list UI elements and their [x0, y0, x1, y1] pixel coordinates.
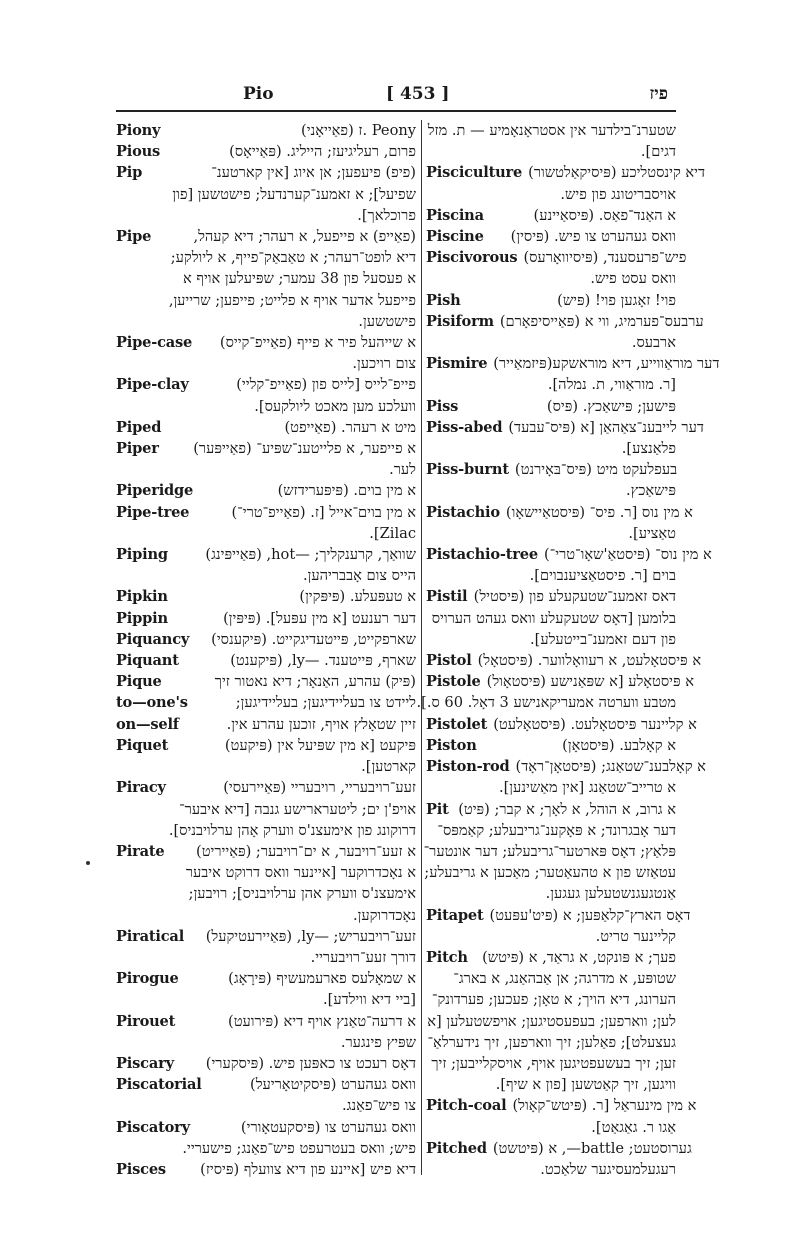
- header-rule: [116, 110, 676, 112]
- dictionary-entry: [116, 438, 416, 459]
- entry-definition: ערבעס־פערמיג, ווי א (פּאַייסיפאָרם): [499, 312, 704, 330]
- entry-headword: Pirogue: [116, 970, 179, 988]
- entry-headword: Pistole: [426, 673, 481, 691]
- definition-continuation: פּישאַכץ.: [626, 482, 676, 500]
- definition-continuation: דיא לופט־רעהר; א טאַבאַק־פייף, א ליולקע;: [170, 249, 416, 267]
- dictionary-entry: [426, 544, 712, 565]
- dictionary-entry: [426, 714, 697, 735]
- dictionary-entry: [426, 735, 676, 756]
- entry-definition: א מין נוס [ר. פיס־ (פּיסטאַיישאָו): [505, 503, 693, 521]
- definition-continuation: רעגעלמעסיגער שלאַכט.: [540, 1160, 676, 1178]
- dictionary-entry: [426, 205, 676, 226]
- definition-continuation: פישטשען.: [358, 312, 416, 330]
- definition-continuation: עטאַזש פון א טהעאַטער; מאַכען א גריבעלע;: [424, 864, 676, 882]
- definition-continuation: שטופּע, א מדרגה; אן אַבהאַנג, א בארג־: [453, 970, 676, 988]
- dictionary-entry: [116, 735, 416, 756]
- definition-continuation: לען; ווארפען; בעפעסטיגען; אויפשטעלען [א: [427, 1012, 676, 1030]
- entry-headword: Pipe: [116, 228, 152, 246]
- definition-continuation: א נאָכדרוקער [איינער וואס דרוקט איבער: [185, 864, 416, 882]
- dictionary-entry: [426, 905, 691, 926]
- definition-continuation: געצעלט]; פאַלען; זיך ווארפען, זיך נידערלאַ־: [427, 1033, 676, 1051]
- entry-headword: Piscine: [426, 228, 484, 246]
- entry-headword: Piquet: [116, 736, 169, 754]
- entry-definition: וואס געהערט צו (פּיסקעטאָורי): [240, 1118, 416, 1136]
- dictionary-entry: [426, 226, 676, 247]
- entry-definition: מיט א רעהר. (פאַייפט): [284, 418, 416, 436]
- entry-definition: Peony .ז (פאַייאָני): [301, 122, 416, 139]
- header-left-guide-word: Pio: [243, 84, 274, 104]
- dictionary-entry: [426, 756, 706, 777]
- entry-headword: Piss-burnt: [426, 461, 509, 479]
- definition-continuation: [ביי דיא ווילדע].: [323, 991, 416, 1009]
- definition-continuation: אויסבריטונג פון פיש.: [560, 185, 676, 203]
- dictionary-entry: [116, 714, 416, 735]
- entry-headword: Pious: [116, 143, 161, 161]
- definition-continuation: פרוכלאך].: [357, 206, 416, 224]
- dictionary-entry: [116, 968, 416, 989]
- entry-headword: Piston-rod: [426, 758, 510, 776]
- dictionary-entry: [426, 650, 702, 671]
- definition-continuation: וועלכע מען מאכט ליולקעס].: [254, 397, 416, 415]
- entry-definition: דאָס הארץ־קלאַפּען; א (פּיט'עפּעט): [489, 906, 691, 924]
- entry-definition: דער לייבענ־צאַהאַן [א (פּיס־עבעד): [508, 418, 704, 436]
- entry-headword: to—one's: [116, 694, 188, 712]
- entry-definition: זיין שטאָלץ אויף, זוכען עהרע אין.: [226, 715, 416, 733]
- entry-definition: דאס זאמענ־שטעקעלע פון (פּיסטיל): [473, 588, 676, 606]
- entry-definition: (פּיק) עהרע, האַנאָר; דיא נאטור זיך: [214, 673, 416, 691]
- definition-continuation: קארטען].: [361, 758, 416, 776]
- definition-continuation: אַגו ר. גאַגאַט].: [591, 1118, 676, 1136]
- entry-headword: Piped: [116, 418, 162, 436]
- entry-headword: Pipkin: [116, 588, 168, 606]
- entry-headword: Pisiform: [426, 312, 494, 330]
- dictionary-entry: [116, 777, 416, 798]
- definition-continuation: פּלאַץ; דאָס פּארטער־גריבעלע; דער אונטער־: [423, 842, 676, 860]
- definition-continuation: הייס צום אָבבריהען.: [303, 567, 416, 585]
- dictionary-entry: [116, 141, 416, 162]
- definition-continuation: דרוקונג פון אימעצנ'ס ווערק אָהן ערלויבניס].: [168, 821, 416, 839]
- definition-continuation: בוים [ר. פיסטאַציענבוים].: [529, 567, 676, 585]
- entry-headword: Piss-abed: [426, 418, 503, 436]
- entry-headword: Pish: [426, 291, 461, 309]
- left-column: [116, 120, 416, 1180]
- entry-headword: Pistol: [426, 652, 472, 670]
- definition-continuation: [ר. מוראַווי, ת. נמלה].: [547, 376, 676, 394]
- entry-definition: פרום, רעליגיעז; הייליג. (פּאַייאָס): [229, 143, 416, 161]
- dictionary-entry: [116, 226, 416, 247]
- dictionary-entry: [426, 396, 676, 417]
- entry-definition: א מין בוים־אייל [ז. (פאַייפ־טרי־): [231, 503, 416, 521]
- entry-headword: Pirate: [116, 842, 165, 860]
- definition-continuation: Zilac].: [369, 524, 416, 542]
- entry-headword: Pitch: [426, 948, 468, 966]
- dictionary-entry: [116, 1117, 416, 1138]
- dictionary-entry: [426, 247, 687, 268]
- entry-definition: א מין בוים. (פּיפּערידזש): [277, 482, 416, 500]
- entry-headword: Pip: [116, 164, 143, 182]
- dictionary-entry: [426, 1138, 692, 1159]
- definition-continuation: פיש; וואס בעטרעפט פיש־פאַנג; פישעריי.: [182, 1139, 416, 1157]
- dictionary-entry: [426, 162, 705, 183]
- entry-definition: דאָס רעכט צו כאפּען פיש. (פּיסקערי): [205, 1054, 416, 1072]
- dictionary-entry: [426, 799, 676, 820]
- definition-continuation: אַנטגעגנשטעלען געגען.: [545, 885, 676, 903]
- definition-continuation: דורך זעע־רויבעריי.: [310, 948, 416, 966]
- dictionary-entry: [116, 502, 416, 523]
- definition-continuation: אויפ'ן ים; ליטערארישע גנבה [דיא איבער־: [179, 800, 416, 818]
- dictionary-entry: [116, 1074, 416, 1095]
- dictionary-entry: [116, 671, 416, 692]
- right-column: [416, 120, 720, 1180]
- dictionary-entry: [116, 332, 416, 353]
- entry-definition: זעע־רויבעריי, רויבעריי (פּאַיירעסי): [223, 779, 416, 797]
- margin-speck: [86, 861, 90, 865]
- definition-continuation: וואס עסט פיש.: [590, 270, 676, 288]
- entry-definition: פּישען; פּישאַכץ. (פּיס): [546, 397, 676, 415]
- entry-headword: Piper: [116, 440, 159, 458]
- entry-headword: Piracy: [116, 779, 166, 797]
- entry-definition: פוי! זאָגען פוי! (פּיש): [557, 291, 676, 309]
- entry-definition: פייפ־לייס [לייס פון (פאַייפ־קליי): [236, 376, 416, 394]
- dictionary-entry: [426, 290, 676, 311]
- entry-definition: א מין נוס־ (פּיסטאַ'שאָו־טרי־): [543, 546, 712, 564]
- definition-continuation: נאָכדרוקען.: [353, 906, 416, 924]
- entry-definition: דיא פיש [איינע פון דיא צוועלף (פּיסיז): [200, 1160, 416, 1178]
- dictionary-entry: [116, 417, 416, 438]
- entry-headword: Piston: [426, 736, 477, 754]
- entry-headword: Pipe-tree: [116, 503, 190, 521]
- dictionary-entry: [116, 608, 416, 629]
- entry-definition: א פּיסטאָלעט, א רעוואָלווער. (פּיסטאָל): [477, 652, 702, 670]
- definition-continuation: דער אָבגרונד; א פּאָקענ־גריבעלע; קאַמפּס־: [437, 821, 676, 839]
- dictionary-entry: [426, 586, 676, 607]
- entry-definition: א טעפּעלע. (פּיפּקין): [299, 588, 416, 606]
- entry-headword: Pitch-coal: [426, 1097, 507, 1115]
- entry-definition: א שייהעל פיר א פייף (פאַייפ־קייס): [219, 334, 416, 352]
- definition-continuation: א פעסעל פון 38 עמער; שפּיעלען אויף א: [183, 270, 416, 288]
- entry-definition: א גרוב, א הוהל, א לאָך; א קבר; (פּיט): [458, 800, 676, 818]
- entry-definition: פיש־פרעסענד, (פּיסיוואָרעס): [523, 249, 687, 267]
- entry-definition: שארפקייט, פּייטעדיגקייט. (פּיקענסי): [211, 630, 416, 648]
- dictionary-entry: [116, 692, 416, 713]
- definition-continuation: שטערנ־בילדער אין אסטראָנאָמיע — ת. מזל: [427, 122, 676, 139]
- entry-definition: דיא קינסטליכע (פּיסיקאַלטשור): [528, 164, 705, 182]
- entry-definition: זעע־רויבעריש; —ly, (פּאַיירעטיקעל): [205, 927, 416, 945]
- entry-headword: Piscary: [116, 1054, 174, 1072]
- entry-headword: Piquant: [116, 652, 179, 670]
- entry-headword: Pismire: [426, 355, 488, 373]
- dictionary-entry: [116, 544, 416, 565]
- entry-headword: Pistil: [426, 588, 468, 606]
- definition-continuation: בלומען [דאָס שטעקעלע וואס געהט הערויס: [431, 609, 676, 627]
- entry-definition: פעך; א פּונקט, א גראַד, א (פּיטש): [482, 948, 676, 966]
- entry-headword: Piscatory: [116, 1118, 190, 1136]
- entry-headword: Pipe-clay: [116, 376, 189, 394]
- entry-headword: Piscivorous: [426, 249, 518, 267]
- entry-headword: Pipe-case: [116, 334, 193, 352]
- entry-definition: (פיפ) פיעפען; אן איוג [אין קארטענ־: [211, 164, 416, 182]
- definition-continuation: צום רויכען.: [352, 355, 416, 373]
- definition-continuation: פון דעם זאמענ־בייטעלע].: [529, 630, 676, 648]
- entry-headword: Pisces: [116, 1160, 166, 1178]
- entry-definition: דער רענעט [א מין עפּעל]. (פּיפּין): [223, 609, 416, 627]
- dictionary-entry: [426, 417, 704, 438]
- definition-continuation: זען; זיך בעשעפטיגען אויף, אויסקלייבען; זיך: [431, 1054, 676, 1072]
- dictionary-entry: [426, 671, 695, 692]
- dictionary-entry: [426, 502, 693, 523]
- entry-definition: א דרעה־טאַנץ אויף דיא (פּירועט): [228, 1012, 416, 1030]
- entry-headword: Pistachio: [426, 503, 500, 521]
- definition-continuation: שפּיץ פינגער.: [340, 1033, 416, 1051]
- definition-continuation: טאַציע].: [628, 524, 676, 542]
- entry-headword: Piquancy: [116, 630, 190, 648]
- dictionary-entry: [116, 374, 416, 395]
- dictionary-entry: [116, 926, 416, 947]
- dictionary-entry: [426, 459, 676, 480]
- entry-headword: Pistolet: [426, 715, 488, 733]
- column-divider: [421, 120, 422, 1175]
- entry-definition: א פייפער, א פלייטענ־שפּיע־ (פאַייפּער): [193, 440, 416, 458]
- entry-headword: Piony: [116, 122, 161, 139]
- entry-headword: Pistachio-tree: [426, 546, 538, 564]
- definition-continuation: פייפעל אדער אויף א פלייט; פייפען; שרייען,: [168, 291, 416, 309]
- entry-definition: וואס געהערט צו פיש. (פּיסין): [510, 228, 676, 246]
- entry-headword: Piscina: [426, 206, 484, 224]
- definition-continuation: שפיעל]; א זאמענ־קערנדעל; פישטשען [פון: [172, 185, 416, 203]
- entry-headword: Pisciculture: [426, 164, 523, 182]
- entry-definition: א האַנד־פאַס. (פּיסאַיינע): [533, 206, 676, 224]
- entry-definition: דער מוראַווייע, דיא מוראשקע(פּיזמאַייר): [493, 355, 720, 373]
- entry-headword: Pirouet: [116, 1012, 176, 1030]
- entry-definition: א קאָלבענ־שטאַנג; (פּיסטאָן־ראָד): [515, 758, 706, 776]
- definition-continuation: קליינער טריט.: [595, 927, 676, 945]
- entry-headword: Pit: [426, 800, 449, 818]
- dictionary-entry: [426, 311, 704, 332]
- definition-continuation: א טרייב־שטאַנג [אין מאַשינען].: [498, 779, 676, 797]
- entry-definition: א פּיסטאָלע [א שפּאַנישע (פּיסטאָול): [486, 673, 695, 691]
- entry-headword: Pippin: [116, 609, 168, 627]
- dictionary-entry: [116, 162, 416, 183]
- definition-continuation: הערונג, דיא הויך; א טאָן; פעכען; פערדונק־: [431, 991, 676, 1009]
- dictionary-entry: [426, 947, 676, 968]
- entry-headword: Piss: [426, 397, 459, 415]
- dictionary-entry: [116, 120, 416, 141]
- page-header: [118, 84, 668, 106]
- entry-headword: Piping: [116, 546, 168, 564]
- entry-headword: Piratical: [116, 927, 185, 945]
- entry-definition: בעפלעקט מיט (פּיס־בּאָירנט): [514, 461, 678, 479]
- entry-definition: פּיקעט [א מין שפּיעל אין (פּיקעט): [224, 736, 416, 754]
- entry-definition: א זעע־רויבער, א ים־רויבער; (פּאַייריט): [196, 842, 416, 860]
- dictionary-entry: [116, 841, 416, 862]
- definition-continuation: פלאַנצע].: [621, 440, 676, 458]
- page-number: [ 453 ]: [386, 84, 450, 104]
- entry-headword: on—self: [116, 715, 179, 733]
- entry-definition: גערוסטעט; battle—, א (פּיטשט): [492, 1139, 692, 1157]
- dictionary-entry: [426, 1095, 697, 1116]
- dictionary-entry: [116, 1159, 416, 1180]
- entry-definition: א שמאָלעס פארעמעשיף (פּירָאָג): [228, 970, 416, 988]
- entry-definition: א קאָלבע. (פּיסטאָן): [562, 736, 676, 754]
- dictionary-entry: [116, 650, 416, 671]
- definition-continuation: וויגען, זיך קאַטשען [פון א שיף].: [495, 1076, 676, 1094]
- dictionary-entry: [116, 629, 416, 650]
- dictionary-entry: [116, 1053, 416, 1074]
- definition-continuation: מטבע ווערטה אמעריקאנישע 3 דאָל. 60 ס.].: [416, 694, 676, 712]
- entry-headword: Pitapet: [426, 906, 484, 924]
- header-right-guide-word: פיז: [649, 84, 668, 104]
- entry-headword: Pique: [116, 673, 162, 691]
- dictionary-entry: [116, 586, 416, 607]
- entry-definition: שוואַך, קרענקליך; —hot, (פּאַייפּינג): [205, 546, 416, 564]
- dictionary-entry: [426, 353, 720, 374]
- entry-definition: שארף, פּייטענד. —ly, (פּיקענט): [230, 652, 416, 670]
- entry-definition: א מין מינעראַל [ר. (פּיטש־קאָול): [512, 1097, 697, 1115]
- entry-definition: א קליינער פּיסטאָלעט. (פּיסטאָלעט): [493, 715, 697, 733]
- entry-definition: (פאַייפ) א פייפעל, א רעהר; דיא קעהל,: [193, 228, 416, 246]
- definition-continuation: ארבעס.: [631, 334, 676, 352]
- definition-continuation: לער.: [389, 461, 416, 479]
- dictionary-entry: [116, 480, 416, 501]
- entry-definition: וואס געהערט (פּיסקיטאָריעל): [250, 1076, 416, 1094]
- definition-continuation: צו פיש־פאַנג.: [341, 1097, 416, 1115]
- entry-definition: ליידט צו בעליידיגען; בעליידיגען;: [235, 694, 416, 712]
- entry-headword: Pitched: [426, 1139, 487, 1157]
- entry-headword: Piscatorial: [116, 1076, 202, 1094]
- definition-continuation: אימעצנ'ס ווערק אהן ערלויבניס]; רויבען;: [188, 885, 416, 903]
- definition-continuation: דגים].: [640, 143, 676, 161]
- entry-headword: Piperidge: [116, 482, 194, 500]
- dictionary-entry: [116, 1011, 416, 1032]
